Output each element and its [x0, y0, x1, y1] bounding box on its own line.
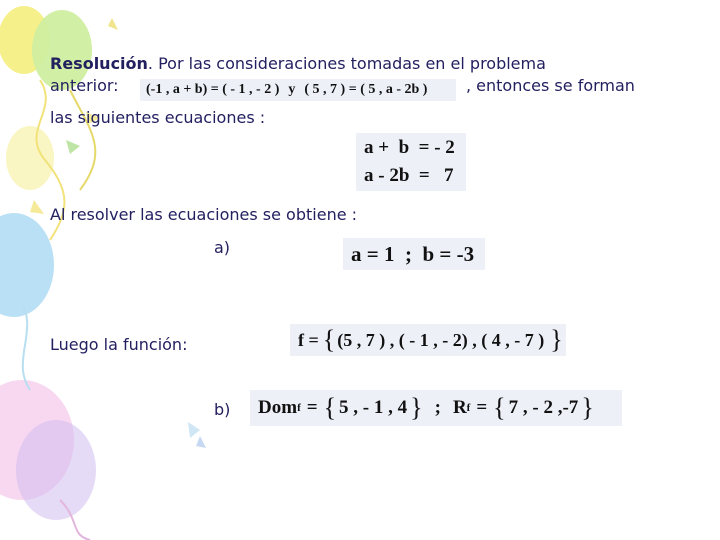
intro-line-2-start: anterior: [50, 76, 119, 95]
domain-symbol: Dom [258, 397, 298, 418]
violet-balloon-icon [16, 420, 96, 520]
intro-line-1 [50, 54, 546, 74]
function-pairs: (5 , 7 ) , ( - 1 , - 2) , ( 4 , - 7 ) [337, 329, 545, 350]
spark-icon [66, 140, 80, 154]
equation-2: a - 2b = 7 [364, 165, 454, 186]
range-subscript: f [466, 402, 471, 414]
solution-box: a = 1 ; b = -3 [343, 238, 485, 270]
range-symbol: R [452, 397, 467, 418]
range-left-brace: { [493, 393, 506, 422]
light-yellow-balloon-icon [6, 126, 54, 190]
function-label: Luego la función: [50, 335, 188, 354]
equation-system-box [356, 133, 466, 191]
resolution-heading: Resolución [50, 54, 148, 73]
separator: ; [434, 397, 441, 418]
equality-pair-2: ( 5 , 7 ) = ( 5 , a - 2b ) [304, 82, 428, 97]
domain-right-brace: } [410, 393, 423, 422]
spark-icon [196, 436, 206, 448]
part-a-label: a) [214, 238, 231, 257]
left-brace: { [322, 325, 336, 354]
equation-1: a + b = - 2 [364, 137, 455, 158]
domain-left-brace: { [323, 393, 337, 422]
equality-pair-1: (-1 , a + b) = ( - 1 , - 2 ) [146, 82, 280, 97]
domain-equals: = [306, 397, 318, 418]
range-right-brace: } [581, 393, 594, 422]
domain-subscript: f [297, 402, 301, 414]
solve-text: Al resolver las ecuaciones se obtiene : [50, 205, 358, 224]
streamer-icon [70, 90, 95, 190]
range-set: 7 , - 2 ,-7 [508, 397, 579, 418]
intro-line-2-end: , entonces se forman [466, 76, 635, 95]
function-set-box [290, 324, 566, 356]
domain-set: 5 , - 1 , 4 [339, 397, 408, 418]
spark-icon [188, 422, 200, 438]
conjunction-y: y [288, 82, 296, 97]
domain-range-box [250, 390, 622, 426]
blue-balloon-icon [0, 213, 54, 317]
range-equals: = [476, 397, 488, 418]
inline-equality-box [140, 79, 456, 101]
spark-icon [30, 200, 44, 214]
intro-line-3: las siguientes ecuaciones : [50, 108, 266, 127]
intro-text: . Por las consideraciones tomadas en el problema [147, 54, 546, 73]
function-lhs: f = [298, 329, 319, 350]
spark-icon [108, 18, 118, 30]
right-brace: } [550, 325, 563, 354]
part-b-label: b) [214, 400, 231, 419]
